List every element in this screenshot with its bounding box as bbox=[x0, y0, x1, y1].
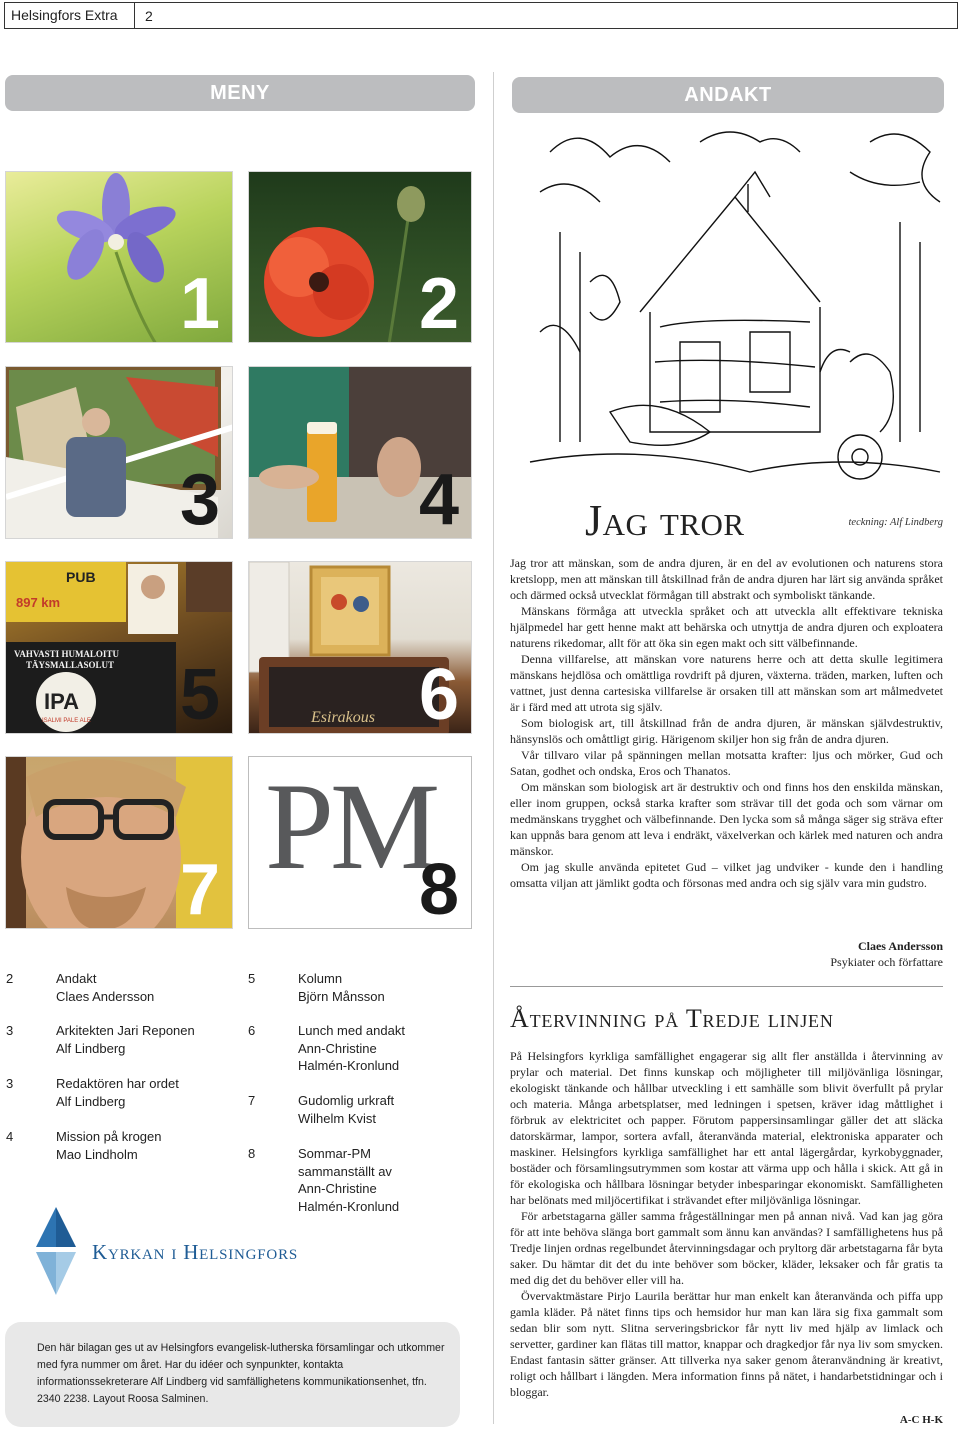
svg-text:IPA: IPA bbox=[44, 689, 80, 714]
article-body bbox=[510, 1048, 943, 1400]
article-title: Jag tror bbox=[585, 496, 745, 545]
page-header bbox=[4, 2, 958, 29]
toc-entry[interactable] bbox=[6, 1128, 236, 1168]
toc-page-number: 3 bbox=[6, 1076, 14, 1091]
toc-title: Gudomlig urkraft bbox=[298, 1093, 395, 1108]
toc-title: Kolumn bbox=[298, 971, 343, 986]
toc-title: Sommar-PM bbox=[298, 1146, 371, 1161]
author-title: Psykiater och författare bbox=[830, 955, 943, 969]
toc-page-number: 2 bbox=[6, 971, 14, 986]
paragraph: För arbetstagarna gäller samma frågeställningar men på annan nivå. Vad kan jag göra för att inte behöva slänga bort gammalt som ännu kan användas? I samfällighetens hus på Tredje linjen ordnas regelbundet återvinningsdagar och pryltorg där arbetstagarna får byta saker. Du hämtar dit det du inte behöver som böcker, kläder, leksaker och får gratis ta med dig det du behöver eller vill ha. bbox=[510, 1209, 943, 1287]
toc-entry[interactable] bbox=[248, 970, 478, 1010]
svg-text:PUB: PUB bbox=[66, 569, 96, 585]
menu-tile-7[interactable] bbox=[5, 756, 233, 929]
toc-entry[interactable] bbox=[248, 1022, 478, 1078]
author-initials: A-C H-K bbox=[899, 1414, 943, 1426]
toc-title: Redaktören har ordet bbox=[56, 1076, 179, 1091]
toc-title: Andakt bbox=[56, 971, 97, 986]
toc-author: sammanställt av bbox=[298, 1163, 392, 1179]
menu-tile-6[interactable] bbox=[248, 561, 472, 734]
logo-wordmark: Kyrkan i Helsingfors bbox=[92, 1240, 299, 1264]
menu-tile-1[interactable] bbox=[5, 171, 233, 343]
tile-number: 3 bbox=[179, 460, 220, 539]
page-number: 2 bbox=[145, 7, 153, 24]
toc-author: Halmén-Kronlund bbox=[298, 1198, 400, 1214]
toc-author: Alf Lindberg bbox=[56, 1093, 126, 1109]
tile-number: 7 bbox=[179, 850, 220, 929]
publication-name: Helsingfors Extra bbox=[5, 3, 135, 28]
toc-page-number: 5 bbox=[248, 971, 256, 986]
svg-text:TÄYSMALLASOLUT: TÄYSMALLASOLUT bbox=[26, 660, 115, 670]
menu-tile-2[interactable] bbox=[248, 171, 472, 343]
tile-number: 5 bbox=[179, 655, 220, 734]
svg-text:VAHVASTI HUMALOITU: VAHVASTI HUMALOITU bbox=[14, 649, 119, 659]
menu-tile-8[interactable] bbox=[248, 756, 472, 929]
toc-left-column bbox=[6, 970, 236, 1190]
toc-entry[interactable] bbox=[6, 1022, 236, 1062]
tile-number: 1 bbox=[179, 264, 220, 343]
paragraph: På Helsingfors kyrkliga samfällighet engagerar sig allt fler anställda i återvinning av prylar och material. Det finns kunskap och möjligheter till miljövänliga lösningar, ekologiskt tänkande och hållbar utveckling i ett samhälle som blivit överfullt på prylar och materia. Många arbetsplatser, med ledningen i spetsen, kräver idag måttlighet i förbruk av elektricitet och papper. Förutom pappersinsamlingar gäller det att släcka datorskärmar, lampor, sortera avfall, återanvända material, elektroniska apparater och maskiner. Helsingfors kyrkliga samfällighet har ett antal lägergårdar, kyrkobyggnader, bostäder och församlingsutrymmen som kostar att värma upp och hålla i skick. Att gå in för ekologiska och hållbara lösningar betyder inbesparingar ekonomiskt. Samfälligheten har belönats med miljöcertifikat i strävandet efter miljövänliga lösningar. bbox=[510, 1049, 943, 1207]
toc-right-column bbox=[248, 970, 478, 1220]
toc-page-number: 3 bbox=[6, 1023, 14, 1038]
menu-tile-4[interactable] bbox=[248, 366, 472, 539]
toc-page-number: 7 bbox=[248, 1093, 256, 1108]
menu-tile-3[interactable] bbox=[5, 366, 233, 539]
toc-author: Wilhelm Kvist bbox=[298, 1110, 377, 1126]
author-name: Claes Andersson bbox=[857, 939, 943, 953]
toc-title: Arkitekten Jari Reponen bbox=[56, 1023, 195, 1038]
paragraph: Vår tillvaro vilar på spänningen mellan motsatta krafter: ljus och mörker, Gud och Satan, godhet och ondska, Eros och Thanatos. bbox=[510, 748, 943, 778]
toc-entry[interactable] bbox=[6, 1075, 236, 1115]
tile-number: 8 bbox=[418, 850, 459, 929]
paragraph: Denna villfarelse, att mänskan vore naturens herre och att detta skulle legitimera mänskans hejdlösa och omättliga rovdrift på djuren, växterna. träden, marken, luften och vattnet, just denna cartesiska villfarelse är orsaken till att mänskan som art målmedvetet är i färd med att utrota sig själv. bbox=[510, 652, 943, 714]
column-divider bbox=[493, 72, 494, 1424]
paragraph: Mänskans förmåga att utveckla språket och att utveckla allt effektivare tekniska hjälpmedel har gett henne makt att behärska och utnyttja de andra djuren och exploatera naturens rikedomar, allt för att öka sin egen makt och sitt välbefinnande. bbox=[510, 604, 943, 650]
paragraph: Som biologisk art, till åtskillnad från de andra djuren, är mänskan självdestruktiv, hänsynslös och omåttligt girig. Härigenom skiljer hon sig från de andra djuren. bbox=[510, 716, 943, 746]
toc-entry[interactable] bbox=[248, 1092, 478, 1132]
toc-title: Mission på krogen bbox=[56, 1129, 162, 1144]
toc-author: Mao Lindholm bbox=[56, 1146, 138, 1162]
toc-author: Alf Lindberg bbox=[56, 1040, 126, 1056]
section-divider bbox=[510, 986, 943, 987]
toc-author: Claes Andersson bbox=[56, 988, 155, 1004]
tile-number: 6 bbox=[418, 655, 459, 734]
section-band-menu: MENY bbox=[5, 75, 475, 111]
toc-page-number: 6 bbox=[248, 1023, 256, 1038]
svg-text:ISALMI PALE ALE: ISALMI PALE ALE bbox=[42, 718, 91, 724]
toc-author: Ann-Christine bbox=[298, 1181, 377, 1196]
svg-text:897 km: 897 km bbox=[16, 595, 61, 610]
article-title: Återvinning på Tredje linjen bbox=[510, 1004, 834, 1033]
toc-author: Halmén-Kronlund bbox=[298, 1058, 400, 1073]
church-sketch-illustration bbox=[520, 112, 945, 502]
toc-page-number: 8 bbox=[248, 1146, 256, 1161]
toc-author: Björn Månsson bbox=[298, 988, 385, 1004]
illustration-credit: teckning: Alf Lindberg bbox=[848, 517, 943, 528]
toc-title: Lunch med andakt bbox=[298, 1023, 405, 1038]
section-band-devotion: ANDAKT bbox=[512, 77, 944, 113]
colophon-box: Den här bilagan ges ut av Helsingfors evangelisk-lutherska församlingar och utkommer med fyra nummer om året. Har du idéer och synpunkter, kontakta informationssekreterare Alf Lindberg vid samfällighetens kommunikationsenhet, tfn. 2340 2238. Layout Roosa Salminen. bbox=[5, 1322, 460, 1427]
svg-text:Esirakous: Esirakous bbox=[311, 709, 375, 726]
toc-author: Ann-Christine bbox=[298, 1040, 377, 1056]
paragraph: Om jag skulle använda epitetet Gud – vilket jag undviker - kunde den i handling omsatta viljan att jämlikt godta och försonas med andra och sig själv vara min gudstro. bbox=[510, 860, 943, 890]
tile-number: 2 bbox=[418, 264, 459, 343]
paragraph: Jag tror att mänskan, som de andra djuren, är en del av evolutionen och naturens stora kretslopp, men att mänskan till åtskillnad från de andra djuren har lärt sig använda språket och därmed också utvecklat förmågan till abstrakt och symboliskt tänkande. bbox=[510, 556, 943, 602]
toc-page-number: 4 bbox=[6, 1129, 14, 1144]
tile-number: 4 bbox=[418, 460, 459, 539]
toc-entry[interactable] bbox=[6, 970, 236, 1010]
menu-tile-5[interactable] bbox=[5, 561, 233, 734]
paragraph: Om mänskan som biologisk art är destruktiv och ond finns hos den enskilda mänskan, eller inom gruppen, också starka krafter som strävar till det goda och som värnar om medmänskans trygghet och välbefinnande. Den lycka som så många säger sig sträva efter kan uppnås bara genom att leva i endräkt, växelverkan och kärlek med naturen och andra mänskor. bbox=[510, 780, 943, 858]
pm-label: PM bbox=[265, 758, 437, 895]
article-body bbox=[510, 555, 943, 891]
paragraph: Övervaktmästare Pirjo Laurila berättar hur man enkelt kan återanvända och piffa upp gamla kläder. På nätet finns tips och hemsidor hur man kan lära sig fixa gammalt som sedan blir som nytt. Slitna serveringsbrickor får nytt liv med hjälp av limlack och servetter, gardiner kan flätas till mattor, knappar och dragkedjor får nya liv som smycken. Endast fantasin sätter gränser. Att tillverka nya saker genom återanvändning är kreativt, roligt och hållbart i längden. Mera information finns på nätet, i handarbetstidningar och i bloggar. bbox=[510, 1289, 943, 1399]
